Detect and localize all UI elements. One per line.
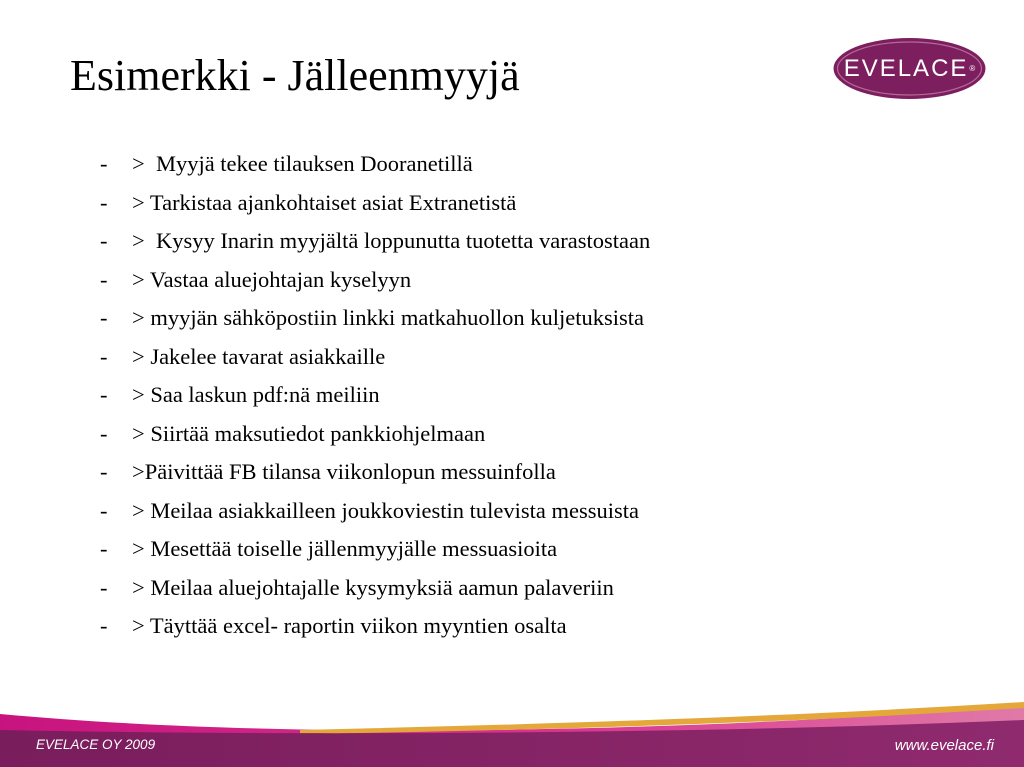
bullet-dash: - <box>100 536 108 561</box>
logo-wordmark: EVELACE <box>843 54 969 82</box>
bullet-list <box>100 147 650 648</box>
list-item-text: > Jakelee tavarat asiakkaille <box>132 343 386 369</box>
list-item <box>100 494 650 533</box>
list-item-text: > Meilaa asiakkailleen joukkoviestin tulevista messuista <box>132 497 639 523</box>
list-item-text: > Täyttää excel- raportin viikon myyntien osalta <box>132 613 567 638</box>
bullet-dash: - <box>100 305 108 330</box>
list-item-text: > Vastaa aluejohtajan kyselyyn <box>132 266 412 292</box>
list-item-text: > Saa laskun pdf:nä meiliin <box>132 382 380 407</box>
list-item <box>100 609 650 648</box>
bullet-dash: - <box>100 343 108 369</box>
list-item <box>100 571 650 610</box>
list-item <box>100 455 650 494</box>
registered-mark: ® <box>969 64 976 73</box>
bullet-dash: - <box>100 228 108 253</box>
list-item <box>100 340 650 379</box>
footer-company: EVELACE OY 2009 <box>36 737 156 752</box>
list-item-text: > myyjän sähköpostiin linkki matkahuollon kuljetuksista <box>132 305 645 330</box>
bullet-dash: - <box>100 420 108 446</box>
list-item <box>100 186 650 225</box>
list-item-text: > Kysyy Inarin myyjältä loppunutta tuotetta varastostaan <box>132 228 651 253</box>
bullet-dash: - <box>100 382 108 407</box>
list-item <box>100 147 650 186</box>
list-item-text: > Mesettää toiselle jällenmyyjälle messuasioita <box>132 536 558 561</box>
bullet-dash: - <box>100 459 108 484</box>
footer-band <box>0 700 1024 767</box>
bullet-dash: - <box>100 266 108 292</box>
list-item-text: > Meilaa aluejohtajalle kysymyksiä aamun palaveriin <box>132 574 614 600</box>
list-item-text: > Myyjä tekee tilauksen Dooranetillä <box>132 151 473 176</box>
bullet-dash: - <box>100 613 108 638</box>
bullet-dash: - <box>100 574 108 600</box>
bullet-dash: - <box>100 151 108 176</box>
footer-website: www.evelace.fi <box>894 737 994 754</box>
list-item <box>100 301 650 340</box>
list-item-text: >Päivittää FB tilansa viikonlopun messuinfolla <box>132 459 556 484</box>
bullet-dash: - <box>100 189 108 215</box>
list-item-text: > Tarkistaa ajankohtaiset asiat Extranetistä <box>132 189 517 215</box>
list-item <box>100 263 650 302</box>
evelace-logo <box>832 37 987 100</box>
logo-text <box>832 37 987 100</box>
list-item-text: > Siirtää maksutiedot pankkiohjelmaan <box>132 420 486 446</box>
list-item <box>100 378 650 417</box>
list-item <box>100 417 650 456</box>
slide-title: Esimerkki - Jälleenmyyjä <box>70 51 520 100</box>
list-item <box>100 532 650 571</box>
bullet-dash: - <box>100 497 108 523</box>
list-item <box>100 224 650 263</box>
